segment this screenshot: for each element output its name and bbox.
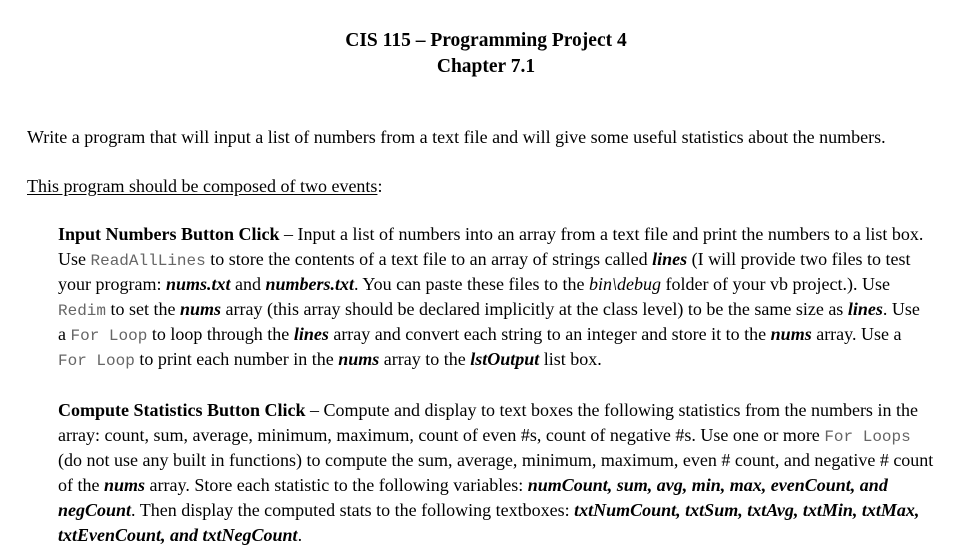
section2-text: . Then display the computed stats to the following textboxes: bbox=[131, 500, 575, 520]
file-nums-txt: nums.txt bbox=[165, 274, 231, 294]
var-nums: nums bbox=[770, 324, 812, 344]
events-heading bbox=[27, 174, 382, 199]
section1-text: array to the bbox=[379, 349, 471, 369]
section1-text: array and convert each string to an integer and store it to the bbox=[328, 324, 771, 344]
section2-line-3 bbox=[58, 448, 933, 473]
section1-text: to print each number in the bbox=[134, 349, 339, 369]
input-numbers-section bbox=[58, 222, 958, 372]
var-lines: lines bbox=[847, 299, 883, 319]
section1-line-2 bbox=[58, 247, 911, 274]
compute-statistics-heading: Compute Statistics Button Click bbox=[58, 400, 306, 420]
section2-text: (do not use any built in functions) to compute the sum, average, minimum, maximum, even # count, and negative # count bbox=[58, 450, 934, 470]
var-nums: nums bbox=[180, 299, 222, 319]
code-for-loops: For Loops bbox=[824, 428, 911, 446]
compute-statistics-section bbox=[58, 398, 958, 548]
section1-line-6 bbox=[58, 347, 602, 374]
var-lines: lines bbox=[652, 249, 688, 269]
code-for-loop: For Loop bbox=[58, 352, 135, 370]
section2-line-2 bbox=[58, 423, 911, 450]
input-numbers-heading: Input Numbers Button Click bbox=[58, 224, 280, 244]
events-heading-colon: : bbox=[377, 176, 383, 196]
section2-text: – Compute and display to text boxes the following statistics from the numbers in the bbox=[305, 400, 918, 420]
section1-text: to store the contents of a text file to an array of strings called bbox=[205, 249, 653, 269]
section1-text: Use bbox=[58, 249, 91, 269]
section1-line-1 bbox=[58, 222, 923, 247]
section1-text: to loop through the bbox=[147, 324, 294, 344]
var-lines: lines bbox=[293, 324, 329, 344]
code-redim: Redim bbox=[58, 302, 107, 320]
section1-text: array. Use a bbox=[811, 324, 902, 344]
file-numbers-txt: numbers.txt bbox=[265, 274, 355, 294]
section2-line-6 bbox=[58, 523, 302, 548]
section1-text: to set the bbox=[106, 299, 181, 319]
section2-text: of the bbox=[58, 475, 104, 495]
section2-text: array. Store each statistic to the following variables: bbox=[145, 475, 528, 495]
section1-line-5 bbox=[58, 322, 901, 349]
section1-text: your program: bbox=[58, 274, 166, 294]
var-negcount: negCount bbox=[58, 500, 132, 520]
textbox-names: txtNumCount, txtSum, txtAvg, txtMin, txtMax, bbox=[574, 500, 920, 520]
section2-text: array: count, sum, average, minimum, maximum, count of even #s, count of negative #s. Use one or more bbox=[58, 425, 825, 445]
section1-text: list box. bbox=[539, 349, 602, 369]
section1-line-3 bbox=[58, 272, 890, 297]
section1-text: – Input a list of numbers into an array from a text file and print the numbers to a list box. bbox=[279, 224, 924, 244]
var-nums: nums bbox=[103, 475, 146, 495]
section2-line-1 bbox=[58, 398, 918, 423]
section1-text: a bbox=[58, 324, 71, 344]
section2-line-5 bbox=[58, 498, 919, 523]
section1-text: and bbox=[230, 274, 266, 294]
code-readalllines: ReadAllLines bbox=[90, 252, 206, 270]
var-nums: nums bbox=[338, 349, 380, 369]
section2-text: . bbox=[297, 525, 303, 545]
section1-text: folder of your vb project.). Use bbox=[661, 274, 890, 294]
section2-line-4 bbox=[58, 473, 888, 498]
document-title: CIS 115 – Programming Project 4 bbox=[345, 30, 627, 51]
control-lstoutput: lstOutput bbox=[470, 349, 540, 369]
statistic-variables: numCount, sum, avg, min, max, evenCount, and bbox=[527, 475, 888, 495]
section1-text: . Use bbox=[882, 299, 920, 319]
section1-line-4 bbox=[58, 297, 920, 324]
events-heading-text: This program should be composed of two events bbox=[27, 176, 378, 196]
code-for-loop: For Loop bbox=[70, 327, 148, 345]
section1-text: (I will provide two files to test bbox=[687, 249, 911, 269]
section1-text: array (this array should be declared implicitly at the class level) to be the same size as bbox=[221, 299, 848, 319]
textbox-names: txtEvenCount, and txtNegCount bbox=[58, 525, 298, 545]
section1-text: . You can paste these files to the bbox=[354, 274, 590, 294]
intro-paragraph: Write a program that will input a list of numbers from a text file and will give some useful statistics about the numbers. bbox=[27, 127, 886, 147]
folder-bin-debug: bin\debug bbox=[589, 274, 662, 294]
document-subtitle: Chapter 7.1 bbox=[436, 56, 536, 77]
